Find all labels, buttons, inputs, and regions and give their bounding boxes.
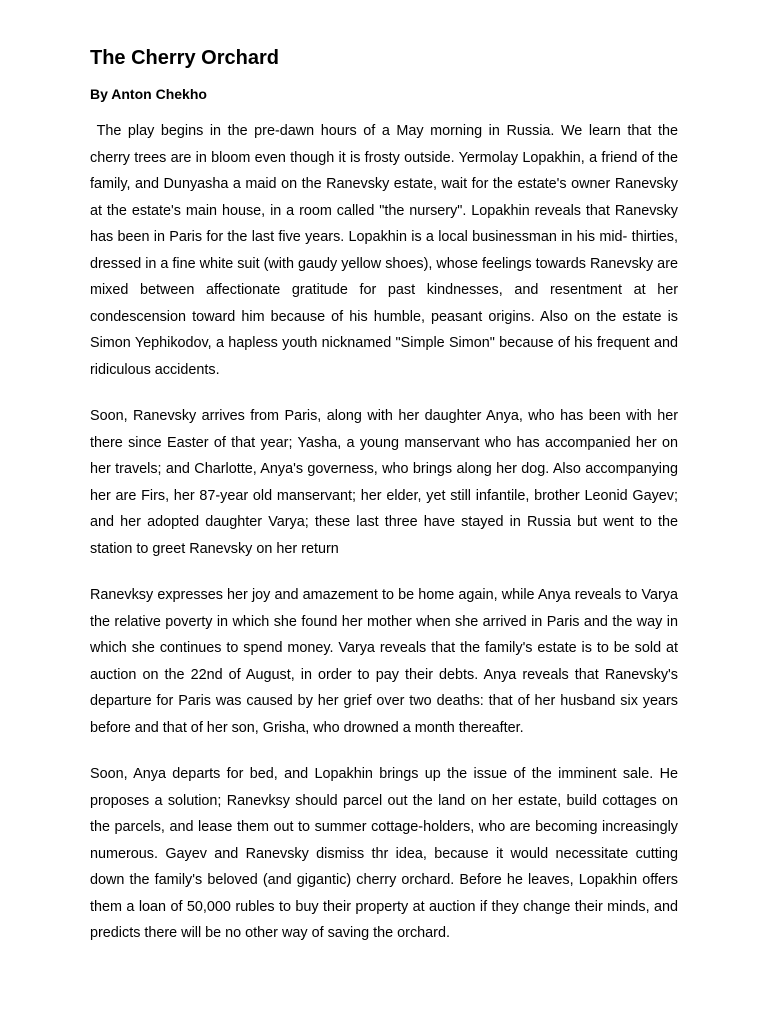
paragraph-4: Soon, Anya departs for bed, and Lopakhin brings up the issue of the imminent sale. He proposes a solution; Ranevksy should parcel out the land on her estate, build cottages on the parcels, and lease them out to summer cottage-holders, who are becoming increasingly numerous. Gayev and Ranevsky dismiss thr idea, because it would necessitate cutting down the family's beloved (and gigantic) cherry orchard. Before he leaves, Lopakhin offers them a loan of 50,000 rubles to buy their property at auction if they change their minds, and predicts there will be no other way of saving the orchard.: [90, 766, 682, 941]
paragraph-2: Soon, Ranevsky arrives from Paris, along with her daughter Anya, who has been with her there since Easter of that year; Yasha, a young manservant who has accompanied her on her travels; and Charlotte, Anya's governess, who brings along her dog. Also accompanying her are Firs, her 87-year old manservant; her elder, yet still infantile, brother Leonid Gayev; and her adopted daughter Varya; these last three have stayed in Russia but went to the station to greet Ranevsky on her return: [90, 408, 682, 557]
document-body: [90, 44, 682, 967]
document-author: By Anton Chekho: [90, 86, 207, 102]
paragraph-1: The play begins in the pre-dawn hours of a May morning in Russia. We learn that the cherry trees are in bloom even though it is frosty outside. Yermolay Lopakhin, a friend of the family, and Dunyasha a maid on the Ranevsky estate, wait for the estate's owner Ranevsky at the estate's main house, in a room called "the nursery". Lopakhin reveals that Ranevsky has been in Paris for the last five years. Lopakhin is a local businessman in his mid- thirties, dressed in a fine white suit (with gaudy yellow shoes), whose feelings towards Ranevsky are mixed between affectionate gratitude for past kindnesses, and resentment at her condescension toward him because of his humble, peasant origins. Also on the estate is Simon Yephikodov, a hapless youth nicknamed "Simple Simon" because of his frequent and ridiculous accidents.: [90, 123, 682, 378]
document-title: The Cherry Orchard: [90, 47, 279, 69]
paragraph-3: Ranevksy expresses her joy and amazement to be home again, while Anya reveals to Varya the relative poverty in which she found her mother when she arrived in Paris and the way in which she continues to spend money. Varya reveals that the family's estate is to be sold at auction on the 22nd of August, in order to pay their debts. Anya reveals that Ranevsky's departure for Paris was caused by her grief over two deaths: that of her husband six years before and that of her son, Grisha, who drowned a month thereafter.: [90, 587, 682, 736]
